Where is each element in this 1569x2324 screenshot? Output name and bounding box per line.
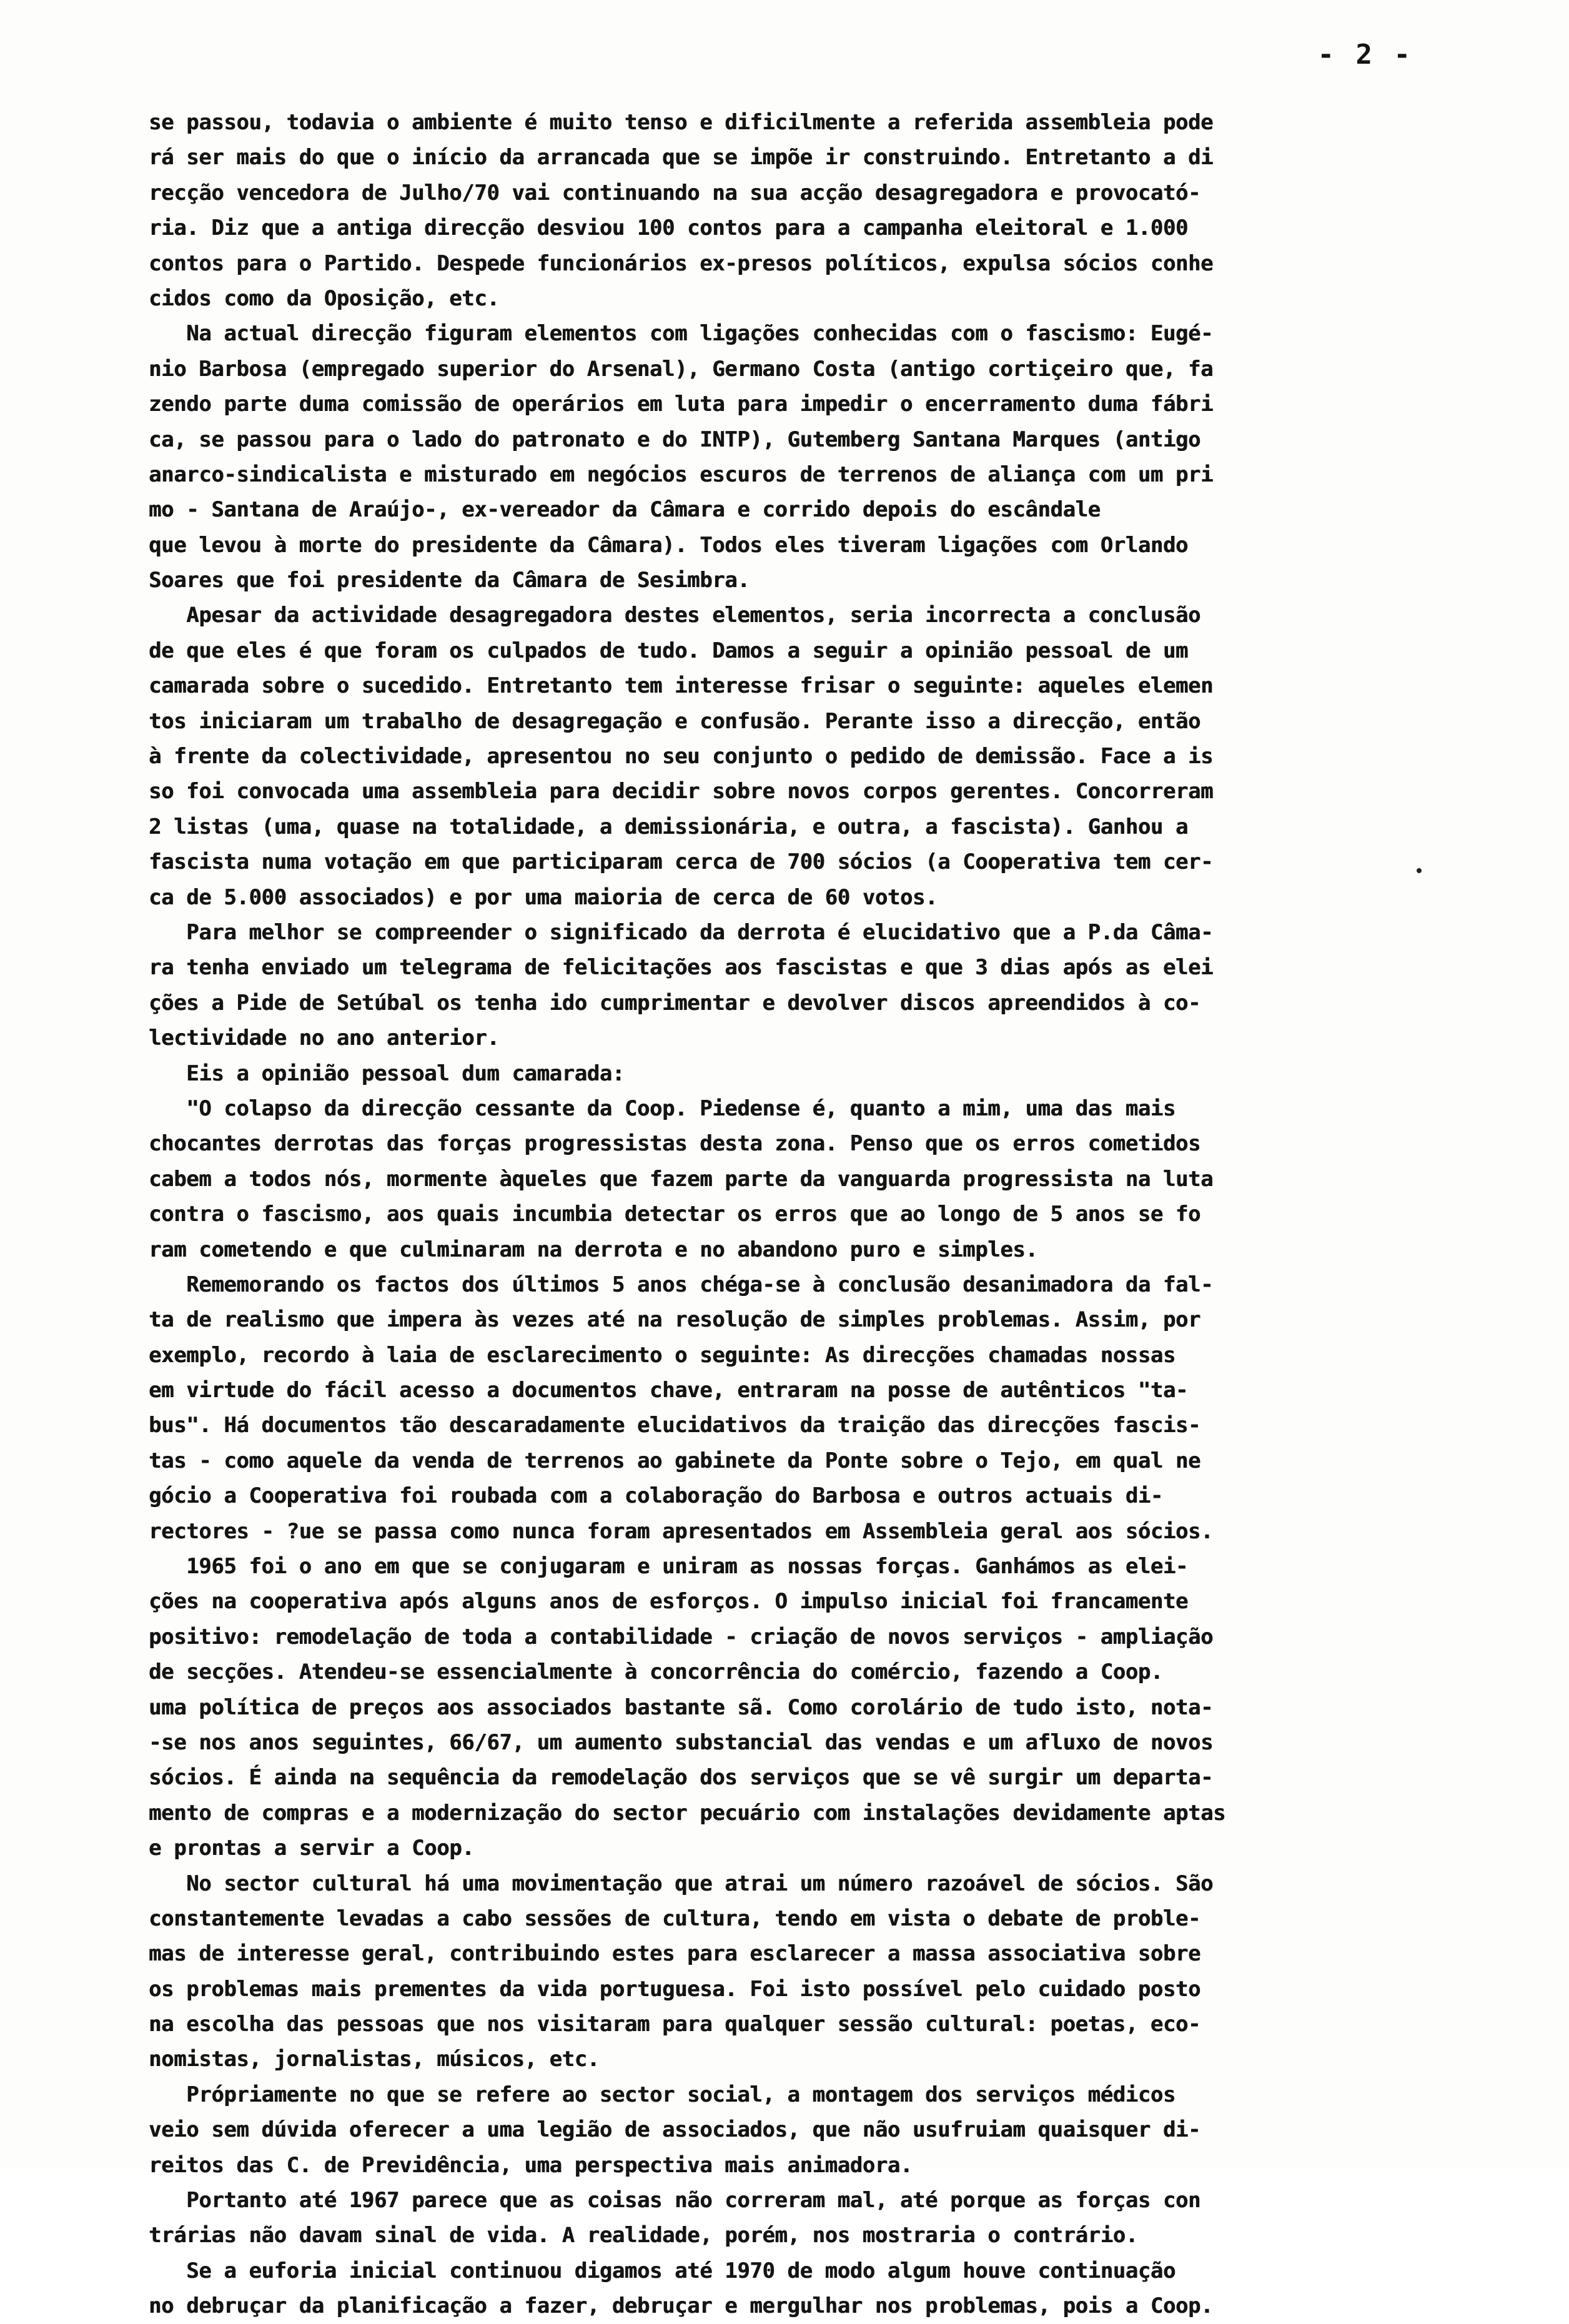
text-line: cidos como da Oposição, etc. xyxy=(149,285,500,310)
text-line: mas de interesse geral, contribuindo estes para esclarecer a massa associativa sobre xyxy=(149,1941,1200,1966)
text-line: de que eles é que foram os culpados de tudo. Damos a seguir a opinião pessoal de um xyxy=(149,638,1188,663)
text-line: No sector cultural há uma movimentação que atrai um número razoável de sócios. São xyxy=(149,1871,1214,1896)
text-line: tas - como aquele da venda de terrenos ao gabinete da Ponte sobre o Tejo, em qual ne xyxy=(149,1448,1200,1473)
text-line: ca, se passou para o lado do patronato e do INTP), Gutemberg Santana Marques (antigo xyxy=(149,427,1200,452)
text-line: contos para o Partido. Despede funcionários ex-presos políticos, expulsa sócios conhe xyxy=(149,250,1214,275)
text-line: tos iniciaram um trabalho de desagregação e confusão. Perante isso a direcção, então xyxy=(149,708,1200,733)
scan-speck xyxy=(1417,868,1422,873)
text-line: Própriamente no que se refere ao sector social, a montagem dos serviços médicos xyxy=(149,2082,1176,2107)
text-line: no debruçar da planificação a fazer, debruçar e mergulhar nos problemas, pois a Coop. xyxy=(149,2293,1214,2318)
text-line: Para melhor se compreender o significado da derrota é elucidativo que a P.da Câma- xyxy=(149,919,1214,944)
text-line: reitos das C. de Previdência, uma perspectiva mais animadora. xyxy=(149,2152,913,2177)
text-line: veio sem dúvida oferecer a uma legião de associados, que não usufruiam quaisquer di- xyxy=(149,2117,1200,2142)
text-line: ria. Diz que a antiga direcção desviou 100 contos para a campanha eleitoral e 1.000 xyxy=(149,215,1188,240)
text-line: contra o fascismo, aos quais incumbia detectar os erros que ao longo de 5 anos se fo xyxy=(149,1202,1200,1227)
text-line: cabem a todos nós, mormente àqueles que fazem parte da vanguarda progressista na luta xyxy=(149,1166,1214,1191)
text-line: na escolha das pessoas que nos visitaram para qualquer sessão cultural: poetas, eco- xyxy=(149,2012,1200,2037)
text-line: uma política de preços aos associados bastante sã. Como corolário de tudo isto, nota- xyxy=(149,1694,1214,1719)
text-line: positivo: remodelação de toda a contabilidade - criação de novos serviços - ampliação xyxy=(149,1624,1214,1649)
document-body xyxy=(149,105,1498,2324)
text-line: lectividade no ano anterior. xyxy=(149,1026,500,1051)
text-line: nomistas, jornalistas, músicos, etc. xyxy=(149,2047,600,2072)
text-line: ta de realismo que impera às vezes até na resolução de simples problemas. Assim, por xyxy=(149,1307,1200,1332)
text-line: so foi convocada uma assembleia para decidir sobre novos corpos gerentes. Concorreram xyxy=(149,779,1214,804)
text-line: os problemas mais prementes da vida portuguesa. Foi isto possível pelo cuidado posto xyxy=(149,1976,1200,2001)
text-line: trárias não davam sinal de vida. A realidade, porém, nos mostraria o contrário. xyxy=(149,2223,1138,2248)
text-line: ram cometendo e que culminaram na derrota e no abandono puro e simples. xyxy=(149,1237,1038,1262)
text-line: Se a euforia inicial continuou digamos até 1970 de modo algum houve continuação xyxy=(149,2258,1176,2283)
text-line: Portanto até 1967 parece que as coisas não correram mal, até porque as forças con xyxy=(149,2188,1200,2213)
text-line: que levou à morte do presidente da Câmara). Todos eles tiveram ligações com Orlando xyxy=(149,532,1188,557)
text-line: Soares que foi presidente da Câmara de Sesimbra. xyxy=(149,568,750,593)
text-line: mento de compras e a modernização do sector pecuário com instalações devidamente aptas xyxy=(149,1800,1226,1825)
text-line: de secções. Atendeu-se essencialmente à concorrência do comércio, fazendo a Coop. xyxy=(149,1659,1163,1684)
text-line: se passou, todavia o ambiente é muito tenso e dificilmente a referida assembleia pode xyxy=(149,110,1214,134)
text-line: 1965 foi o ano em que se conjugaram e uniram as nossas forças. Ganhámos as elei- xyxy=(149,1554,1188,1579)
text-line: nio Barbosa (empregado superior do Arsenal), Germano Costa (antigo cortiçeiro que, fa xyxy=(149,356,1214,381)
text-line: à frente da colectividade, apresentou no seu conjunto o pedido de demissão. Face a is xyxy=(149,744,1214,769)
text-line: anarco-sindicalista e misturado em negócios escuros de terrenos de aliança com um pri xyxy=(149,462,1214,487)
text-line: camarada sobre o sucedido. Entretanto tem interesse frisar o seguinte: aqueles elemen xyxy=(149,673,1214,698)
text-line: gócio a Cooperativa foi roubada com a colaboração do Barbosa e outros actuais di- xyxy=(149,1483,1163,1508)
text-line: em virtude do fácil acesso a documentos chave, entraram na posse de autênticos "ta- xyxy=(149,1378,1188,1403)
text-line: -se nos anos seguintes, 66/67, um aumento substancial das vendas e um afluxo de novos xyxy=(149,1729,1214,1754)
text-line: ções na cooperativa após alguns anos de esforços. O impulso inicial foi francamente xyxy=(149,1589,1188,1614)
text-line: ca de 5.000 associados) e por uma maioria de cerca de 60 votos. xyxy=(149,884,938,909)
text-line: Rememorando os factos dos últimos 5 anos chéga-se à conclusão desanimadora da fal- xyxy=(149,1272,1214,1297)
text-line: rá ser mais do que o início da arrancada que se impõe ir construindo. Entretanto a di xyxy=(149,145,1214,170)
text-line: Na actual direcção figuram elementos com ligações conhecidas com o fascismo: Eugé- xyxy=(149,321,1214,346)
text-line: mo - Santana de Araújo-, ex-vereador da Câmara e corrido depois do escândale xyxy=(149,497,1101,522)
text-line: fascista numa votação em que participaram cerca de 700 sócios (a Cooperativa tem cer- xyxy=(149,849,1214,874)
text-line: sócios. É ainda na sequência da remodelação dos serviços que se vê surgir um departa- xyxy=(149,1765,1214,1790)
text-line: ra tenha enviado um telegrama de felicitações aos fascistas e que 3 dias após as elei xyxy=(149,955,1214,980)
text-line: Eis a opinião pessoal dum camarada: xyxy=(149,1061,625,1085)
text-line: e prontas a servir a Coop. xyxy=(149,1836,475,1861)
text-line: zendo parte duma comissão de operários em luta para impedir o encerramento duma fábri xyxy=(149,392,1214,417)
text-line: constantemente levadas a cabo sessões de cultura, tendo em vista o debate de proble- xyxy=(149,1906,1200,1931)
text-line: "O colapso da direcção cessante da Coop. Piedense é, quanto a mim, uma das mais xyxy=(149,1095,1176,1120)
text-line: ções a Pide de Setúbal os tenha ido cumprimentar e devolver discos apreendidos à co- xyxy=(149,990,1200,1015)
text-line: Apesar da actividade desagregadora destes elementos, seria incorrecta a conclusão xyxy=(149,603,1200,628)
text-line: 2 listas (uma, quase na totalidade, a demissionária, e outra, a fascista). Ganhou a xyxy=(149,814,1188,839)
text-line: chocantes derrotas das forças progressistas desta zona. Penso que os erros cometidos xyxy=(149,1131,1200,1156)
text-line: recção vencedora de Julho/70 vai continuando na sua acção desagregadora e provocató- xyxy=(149,180,1200,205)
text-line: bus". Há documentos tão descaradamente elucidativos da traição das direcções fascis- xyxy=(149,1413,1200,1438)
text-line: rectores - ?ue se passa como nunca foram apresentados em Assembleia geral aos sócios. xyxy=(149,1518,1214,1543)
page-number: - 2 - xyxy=(1317,39,1413,71)
text-line: exemplo, recordo à laia de esclarecimento o seguinte: As direcções chamadas nossas xyxy=(149,1342,1176,1367)
